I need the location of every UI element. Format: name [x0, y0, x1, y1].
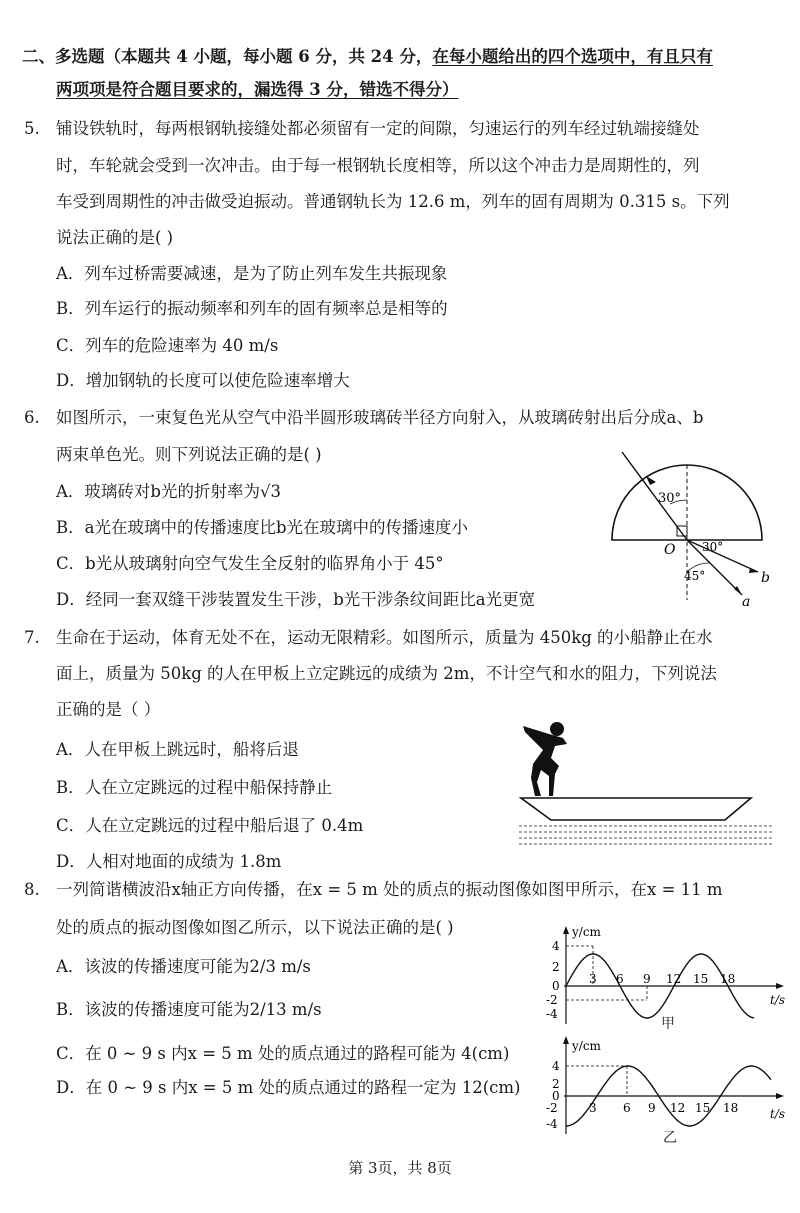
- q6-option-b: B．a光在玻璃中的传播速度比b光在玻璃中的传播速度小: [56, 518, 469, 537]
- yi-ytick-neg2: -2: [546, 1101, 558, 1115]
- jia-xtick-9: 9: [643, 972, 651, 986]
- jia-x-arrow: [776, 983, 784, 989]
- yi-xtick-15: 15: [695, 1101, 711, 1115]
- angle-label-bottom: 45°: [684, 569, 706, 583]
- q5-option-d: D．增加钢轨的长度可以使危险速率增大: [56, 371, 350, 390]
- q6-option-c: C．b光从玻璃射向空气发生全反射的临界角小于 45°: [56, 554, 444, 573]
- jia-ytick-2: 2: [552, 960, 560, 974]
- yi-x-arrow: [776, 1093, 784, 1099]
- yi-xtick-18: 18: [723, 1101, 739, 1115]
- q6-glass-figure: [600, 450, 790, 610]
- ray-b-arrow: [749, 568, 758, 573]
- section-title-line2: [56, 78, 458, 102]
- yi-xtick-3: 3: [589, 1101, 597, 1115]
- q7-stem-line2: 面上，质量为 50kg 的人在甲板上立定跳远的成绩为 2m，不计空气和水的阻力，下列说法: [56, 664, 717, 683]
- jia-ytick-4: 4: [552, 939, 560, 953]
- q6-number: 6.: [24, 408, 40, 427]
- q6-stem-line2: 两束单色光。则下列说法正确的是( ): [56, 445, 322, 464]
- section-title-prefix: 二、多选题（本题共 4 小题，每小题 6 分，共 24 分，: [22, 47, 433, 66]
- yi-xtick-6: 6: [623, 1101, 631, 1115]
- angle-label-right: 30°: [702, 540, 724, 554]
- water-surface: [519, 826, 773, 844]
- q8-stem-line2: 处的质点的振动图像如图乙所示，以下说法正确的是( ): [56, 918, 454, 937]
- q5-option-b: B．列车运行的振动频率和列车的固有频率总是相等的: [56, 299, 448, 318]
- q5-stem-line4: 说法正确的是( ): [56, 228, 174, 247]
- q8-option-c: C．在 0 ~ 9 s 内x = 5 m 处的质点通过的路程可能为 4(cm): [56, 1044, 510, 1063]
- q5-stem-line3: 车受到周期性的冲击做受迫振动。普通钢轨长为 12.6 m，列车的固有周期为 0.315 s。下列: [56, 192, 730, 211]
- q8-option-a: A．该波的传播速度可能为2/3 m/s: [56, 957, 311, 976]
- q7-stem-line3: 正确的是（ ）: [56, 700, 161, 719]
- incident-arrow: [646, 476, 656, 485]
- q8-option-b: B．该波的传播速度可能为2/13 m/s: [56, 1000, 322, 1019]
- page-footer: 第 3页，共 8页: [348, 1159, 452, 1177]
- yi-xlabel: t/s: [770, 1107, 786, 1121]
- ray-a-label: a: [742, 594, 751, 610]
- q5-option-c: C．列车的危险速率为 40 m/s: [56, 336, 279, 355]
- section-title-line1: [22, 45, 713, 69]
- q8-number: 8.: [24, 880, 40, 899]
- jumper-silhouette: [523, 722, 567, 796]
- jia-y-arrow: [563, 926, 569, 934]
- q6-stem-line1: 如图所示，一束复色光从空气中沿半圆形玻璃砖半径方向射入，从玻璃砖射出后分成a、b: [56, 408, 704, 427]
- q7-option-d: D．人相对地面的成绩为 1.8m: [56, 852, 282, 871]
- boat-hull: [521, 798, 751, 820]
- q6-option-d: D．经同一套双缝干涉装置发生干涉，b光干涉条纹间距比a光更宽: [56, 590, 536, 609]
- yi-xtick-12: 12: [670, 1101, 686, 1115]
- q7-boat-figure: [515, 716, 780, 856]
- jia-ytick-0: 0: [552, 979, 560, 993]
- jia-xtick-6: 6: [616, 972, 624, 986]
- yi-ytick-neg4: -4: [546, 1117, 558, 1131]
- q8-stem-line1: 一列简谐横波沿x轴正方向传播，在x = 5 m 处的质点的振动图像如图甲所示，在x = 11 m: [56, 880, 723, 899]
- q7-number: 7.: [24, 628, 40, 647]
- q7-stem-line1: 生命在于运动，体育无处不在，运动无限精彩。如图所示，质量为 450kg 的小船静止在水: [56, 628, 713, 647]
- q7-option-c: C．人在立定跳远的过程中船后退了 0.4m: [56, 816, 364, 835]
- yi-caption: 乙: [663, 1130, 677, 1146]
- q5-stem-line1: 铺设铁轨时，每两根钢轨接缝处都必须留有一定的间隙，匀速运行的列车经过轨端接缝处: [56, 119, 700, 138]
- q7-option-a: A．人在甲板上跳远时，船将后退: [56, 740, 299, 759]
- q7-option-b: B．人在立定跳远的过程中船保持静止: [56, 778, 333, 797]
- q5-option-a: A．列车过桥需要减速，是为了防止列车发生共振现象: [56, 264, 448, 283]
- yi-ytick-2: 2: [552, 1077, 560, 1091]
- jia-ytick-neg4: -4: [546, 1007, 558, 1021]
- ray-b-label: b: [761, 570, 770, 586]
- jia-xtick-18: 18: [720, 972, 736, 986]
- jia-xlabel: t/s: [770, 993, 786, 1007]
- section-title-emph: 在每小题给出的四个选项中，有且只有: [432, 47, 713, 66]
- jia-xtick-12: 12: [666, 972, 682, 986]
- jia-ytick-neg2: -2: [546, 993, 558, 1007]
- yi-xtick-9: 9: [648, 1101, 656, 1115]
- q8-option-d: D．在 0 ~ 9 s 内x = 5 m 处的质点通过的路程一定为 12(cm): [56, 1078, 521, 1097]
- point-o-label: O: [664, 542, 676, 558]
- jia-xtick-3: 3: [589, 972, 597, 986]
- jia-xtick-15: 15: [693, 972, 709, 986]
- jia-caption: 甲: [661, 1016, 675, 1032]
- q5-stem-line2: 时，车轮就会受到一次冲击。由于每一根钢轨长度相等，所以这个冲击力是周期性的，列: [56, 156, 700, 175]
- angle-label-top: 30°: [658, 491, 682, 506]
- yi-ytick-0: 0: [552, 1089, 560, 1103]
- yi-ytick-4: 4: [552, 1059, 560, 1073]
- q6-option-a: A．玻璃砖对b光的折射率为√3: [56, 482, 281, 501]
- jia-ylabel: y/cm: [572, 925, 601, 939]
- q5-number: 5.: [24, 119, 40, 138]
- yi-y-arrow: [563, 1036, 569, 1044]
- section-title-line2-emph: 两项项是符合题目要求的，漏选得 3 分，错选不得分）: [56, 80, 459, 99]
- yi-ylabel: y/cm: [572, 1039, 601, 1053]
